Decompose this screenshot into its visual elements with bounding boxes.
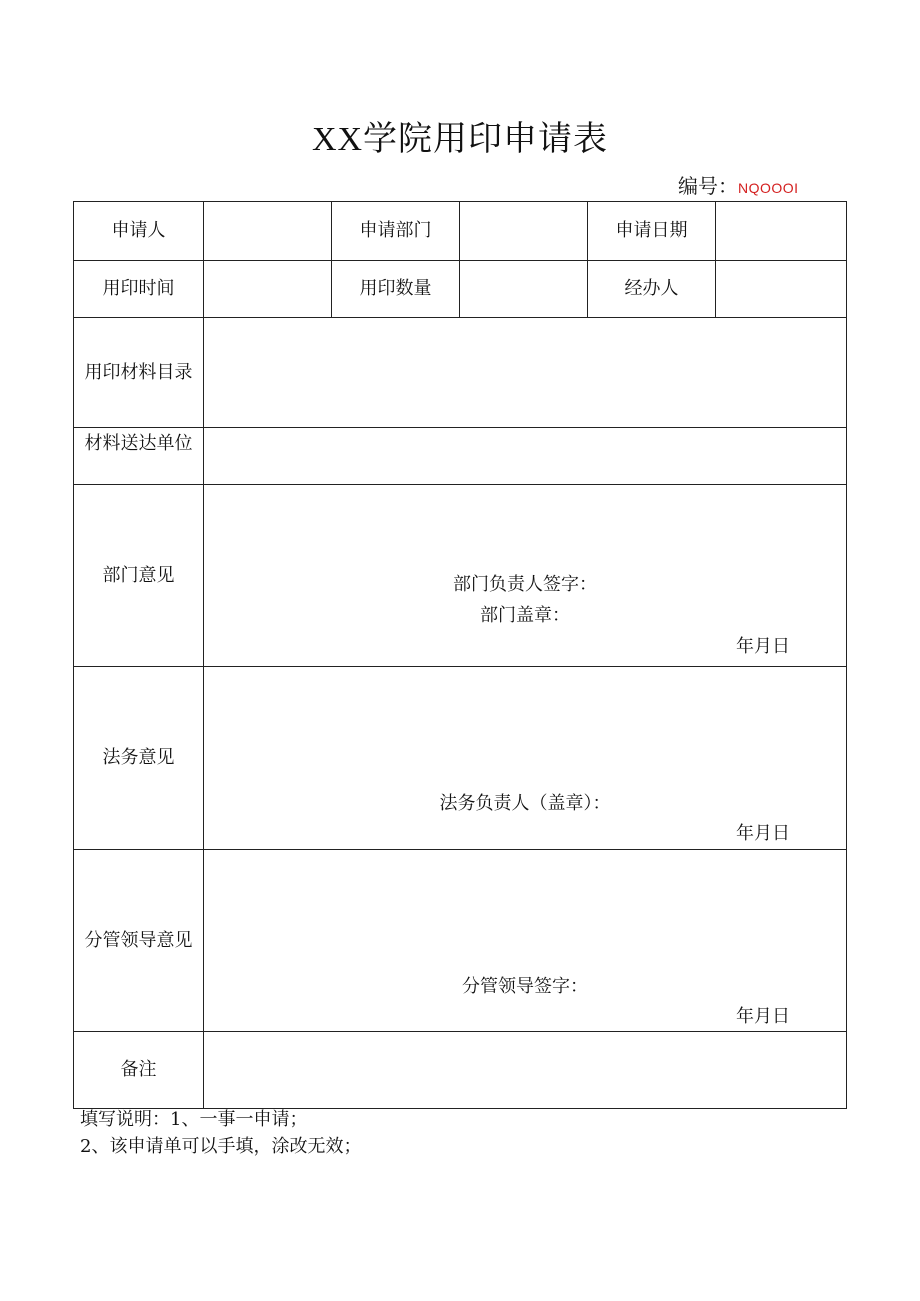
- seal-quantity-label: 用印数量: [332, 261, 460, 318]
- serial-value: NQOOOI: [738, 180, 799, 196]
- dept-head-signature: 部门负责人签字：: [453, 574, 597, 595]
- department-label: 申请部门: [332, 202, 460, 261]
- title-prefix: XX: [311, 121, 364, 158]
- table-row: [74, 428, 847, 485]
- department-field[interactable]: [460, 202, 588, 261]
- leader-opinion-field[interactable]: [204, 850, 847, 1032]
- table-row: [74, 850, 847, 1032]
- seal-application-form: [73, 201, 847, 1109]
- materials-catalog-label: 用印材料目录: [74, 318, 204, 428]
- legal-opinion-field[interactable]: [204, 667, 847, 850]
- application-date-label: 申请日期: [588, 202, 716, 261]
- leader-opinion-label: 分管领导意见: [74, 850, 204, 1032]
- dept-opinion-date: 年月日: [736, 636, 790, 657]
- applicant-label: 申请人: [74, 202, 204, 261]
- legal-opinion-date: 年月日: [736, 823, 790, 844]
- legal-opinion-label: 法务意见: [74, 667, 204, 850]
- table-row: [74, 667, 847, 850]
- seal-quantity-field[interactable]: [460, 261, 588, 318]
- leader-opinion-date: 年月日: [736, 1006, 790, 1027]
- materials-catalog-field[interactable]: [204, 318, 847, 428]
- table-row: [74, 318, 847, 428]
- title-main: 学院用印申请表: [363, 119, 609, 159]
- handler-field[interactable]: [716, 261, 847, 318]
- serial-number: [678, 171, 799, 203]
- table-row: [74, 1032, 847, 1109]
- remarks-field[interactable]: [204, 1032, 847, 1109]
- seal-time-label: 用印时间: [74, 261, 204, 318]
- applicant-field[interactable]: [204, 202, 332, 261]
- table-row: [74, 202, 847, 261]
- table-row: [74, 261, 847, 318]
- dept-opinion-field[interactable]: [204, 485, 847, 667]
- form-title: [0, 113, 920, 166]
- table-row: [74, 485, 847, 667]
- dept-stamp: 部门盖章：: [480, 605, 570, 626]
- instruction-line-1: 填写说明：1、一事一申请；: [80, 1109, 308, 1130]
- remarks-label: 备注: [74, 1032, 204, 1109]
- legal-head-signature: 法务负责人（盖章）：: [439, 793, 611, 814]
- leader-signature: 分管领导签字：: [462, 976, 588, 997]
- recipient-unit-label: 材料送达单位: [74, 428, 204, 485]
- instruction-line-2: 2、该申请单可以手填，涂改无效；: [80, 1136, 362, 1157]
- handler-label: 经办人: [588, 261, 716, 318]
- application-date-field[interactable]: [716, 202, 847, 261]
- serial-label: 编号：: [678, 174, 738, 198]
- seal-time-field[interactable]: [204, 261, 332, 318]
- recipient-unit-field[interactable]: [204, 428, 847, 485]
- dept-opinion-label: 部门意见: [74, 485, 204, 667]
